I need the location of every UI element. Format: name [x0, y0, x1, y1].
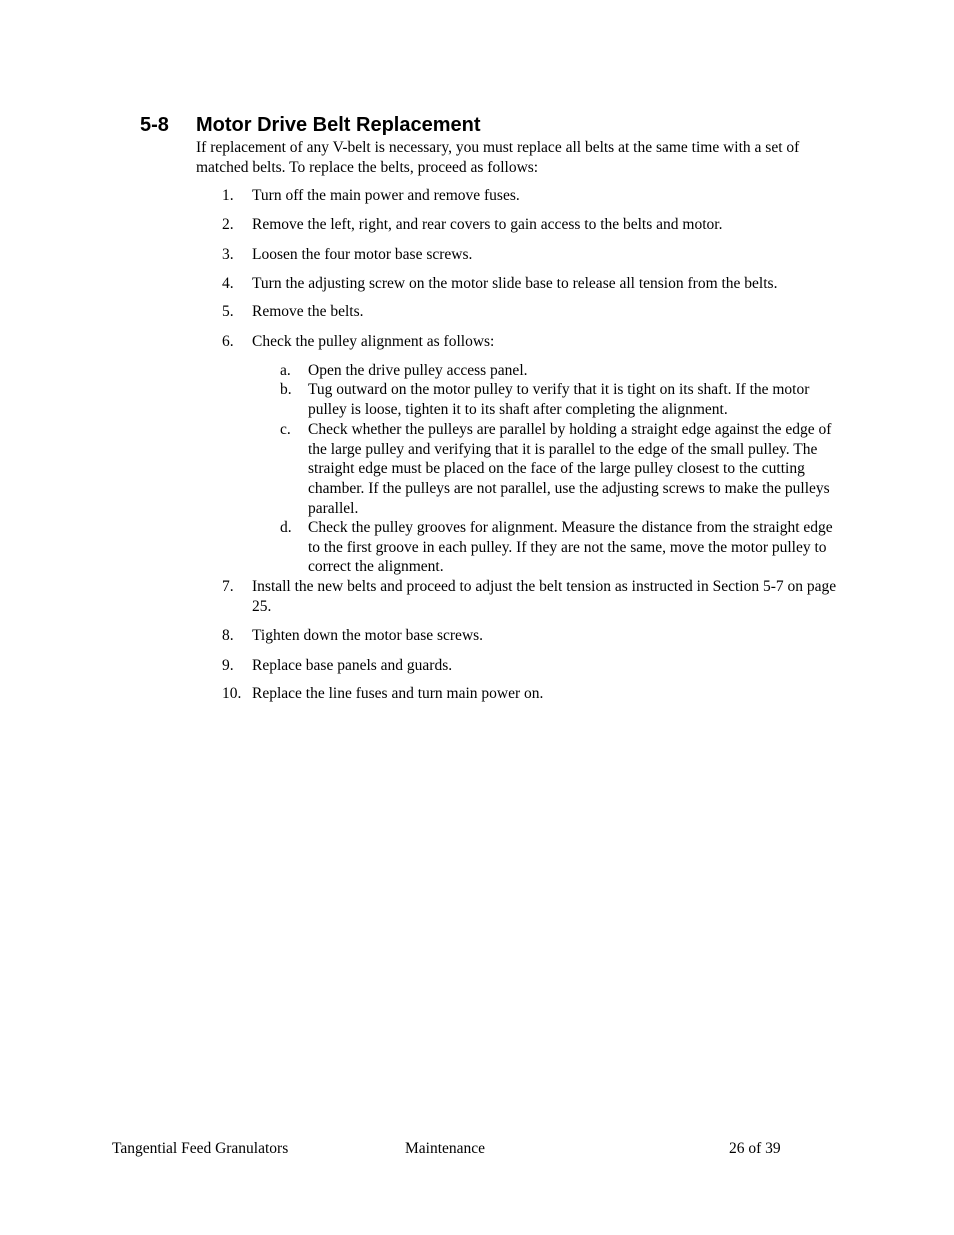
- step-number: 2.: [222, 216, 234, 233]
- step-text: Check the pulley alignment as follows:: [252, 333, 495, 350]
- substep-text: Open the drive pulley access panel.: [308, 362, 528, 379]
- step-number: 6.: [222, 333, 234, 350]
- substep-text: Check whether the pulleys are parallel by holding a straight edge against the edge of the large pulley and verifying that it is parallel to the edge of the small pulley. The straight edge must be placed on the face of the large pulley closest to the cutting chamber. If the pulleys are not parallel, use the adjusting screws to make the pulleys parallel.: [308, 421, 832, 517]
- substep-c: [280, 420, 836, 519]
- step-10: [222, 684, 838, 704]
- section-heading: [140, 112, 481, 138]
- section-title: Motor Drive Belt Replacement: [196, 114, 481, 136]
- substep-letter: a.: [280, 362, 291, 379]
- step-2: [222, 215, 838, 235]
- step-number: 10.: [222, 685, 242, 702]
- section-number: 5-8: [140, 114, 169, 136]
- substep-d: [280, 518, 836, 577]
- step-1: [222, 186, 838, 206]
- step-4: [222, 274, 838, 294]
- step-text: Remove the left, right, and rear covers to gain access to the belts and motor.: [252, 216, 723, 233]
- substep-b: [280, 380, 836, 419]
- step-number: 5.: [222, 303, 234, 320]
- step-5: [222, 302, 838, 322]
- step-number: 3.: [222, 246, 234, 263]
- step-text: Replace the line fuses and turn main power on.: [252, 685, 544, 702]
- step-text: Replace base panels and guards.: [252, 657, 453, 674]
- step-3: [222, 245, 838, 265]
- substep-text: Check the pulley grooves for alignment. Measure the distance from the straight edge to the first groove in each pulley. If they are not the same, move the motor pulley to correct the alignment.: [308, 519, 833, 576]
- step-number: 4.: [222, 275, 234, 292]
- step-text: Turn off the main power and remove fuses.: [252, 187, 520, 204]
- footer-document-title: Tangential Feed Granulators: [112, 1140, 289, 1157]
- step-text: Loosen the four motor base screws.: [252, 246, 473, 263]
- step-7: [222, 577, 838, 616]
- intro-paragraph: If replacement of any V-belt is necessary, you must replace all belts at the same time with a set of matched belts. To replace the belts, proceed as follows:: [196, 139, 800, 176]
- step-text: Remove the belts.: [252, 303, 364, 320]
- step-number: 1.: [222, 187, 234, 204]
- step-9: [222, 656, 838, 676]
- substep-a: [280, 361, 836, 381]
- step-number: 7.: [222, 578, 234, 595]
- step-text: Turn the adjusting screw on the motor slide base to release all tension from the belts.: [252, 275, 778, 292]
- step-number: 9.: [222, 657, 234, 674]
- step-6: [222, 332, 838, 352]
- footer-chapter: Maintenance: [405, 1140, 486, 1157]
- step-number: 8.: [222, 627, 234, 644]
- step-text: Tighten down the motor base screws.: [252, 627, 484, 644]
- step-8: [222, 626, 838, 646]
- step-text: Install the new belts and proceed to adjust the belt tension as instructed in Section 5-7 on page 25.: [252, 578, 837, 615]
- footer-page-number: 26 of 39: [729, 1140, 781, 1157]
- substep-letter: b.: [280, 381, 292, 398]
- substep-letter: d.: [280, 519, 292, 536]
- substep-letter: c.: [280, 421, 291, 438]
- substep-text: Tug outward on the motor pulley to verify that it is tight on its shaft. If the motor pulley is loose, tighten it to its shaft after completing the alignment.: [308, 381, 810, 418]
